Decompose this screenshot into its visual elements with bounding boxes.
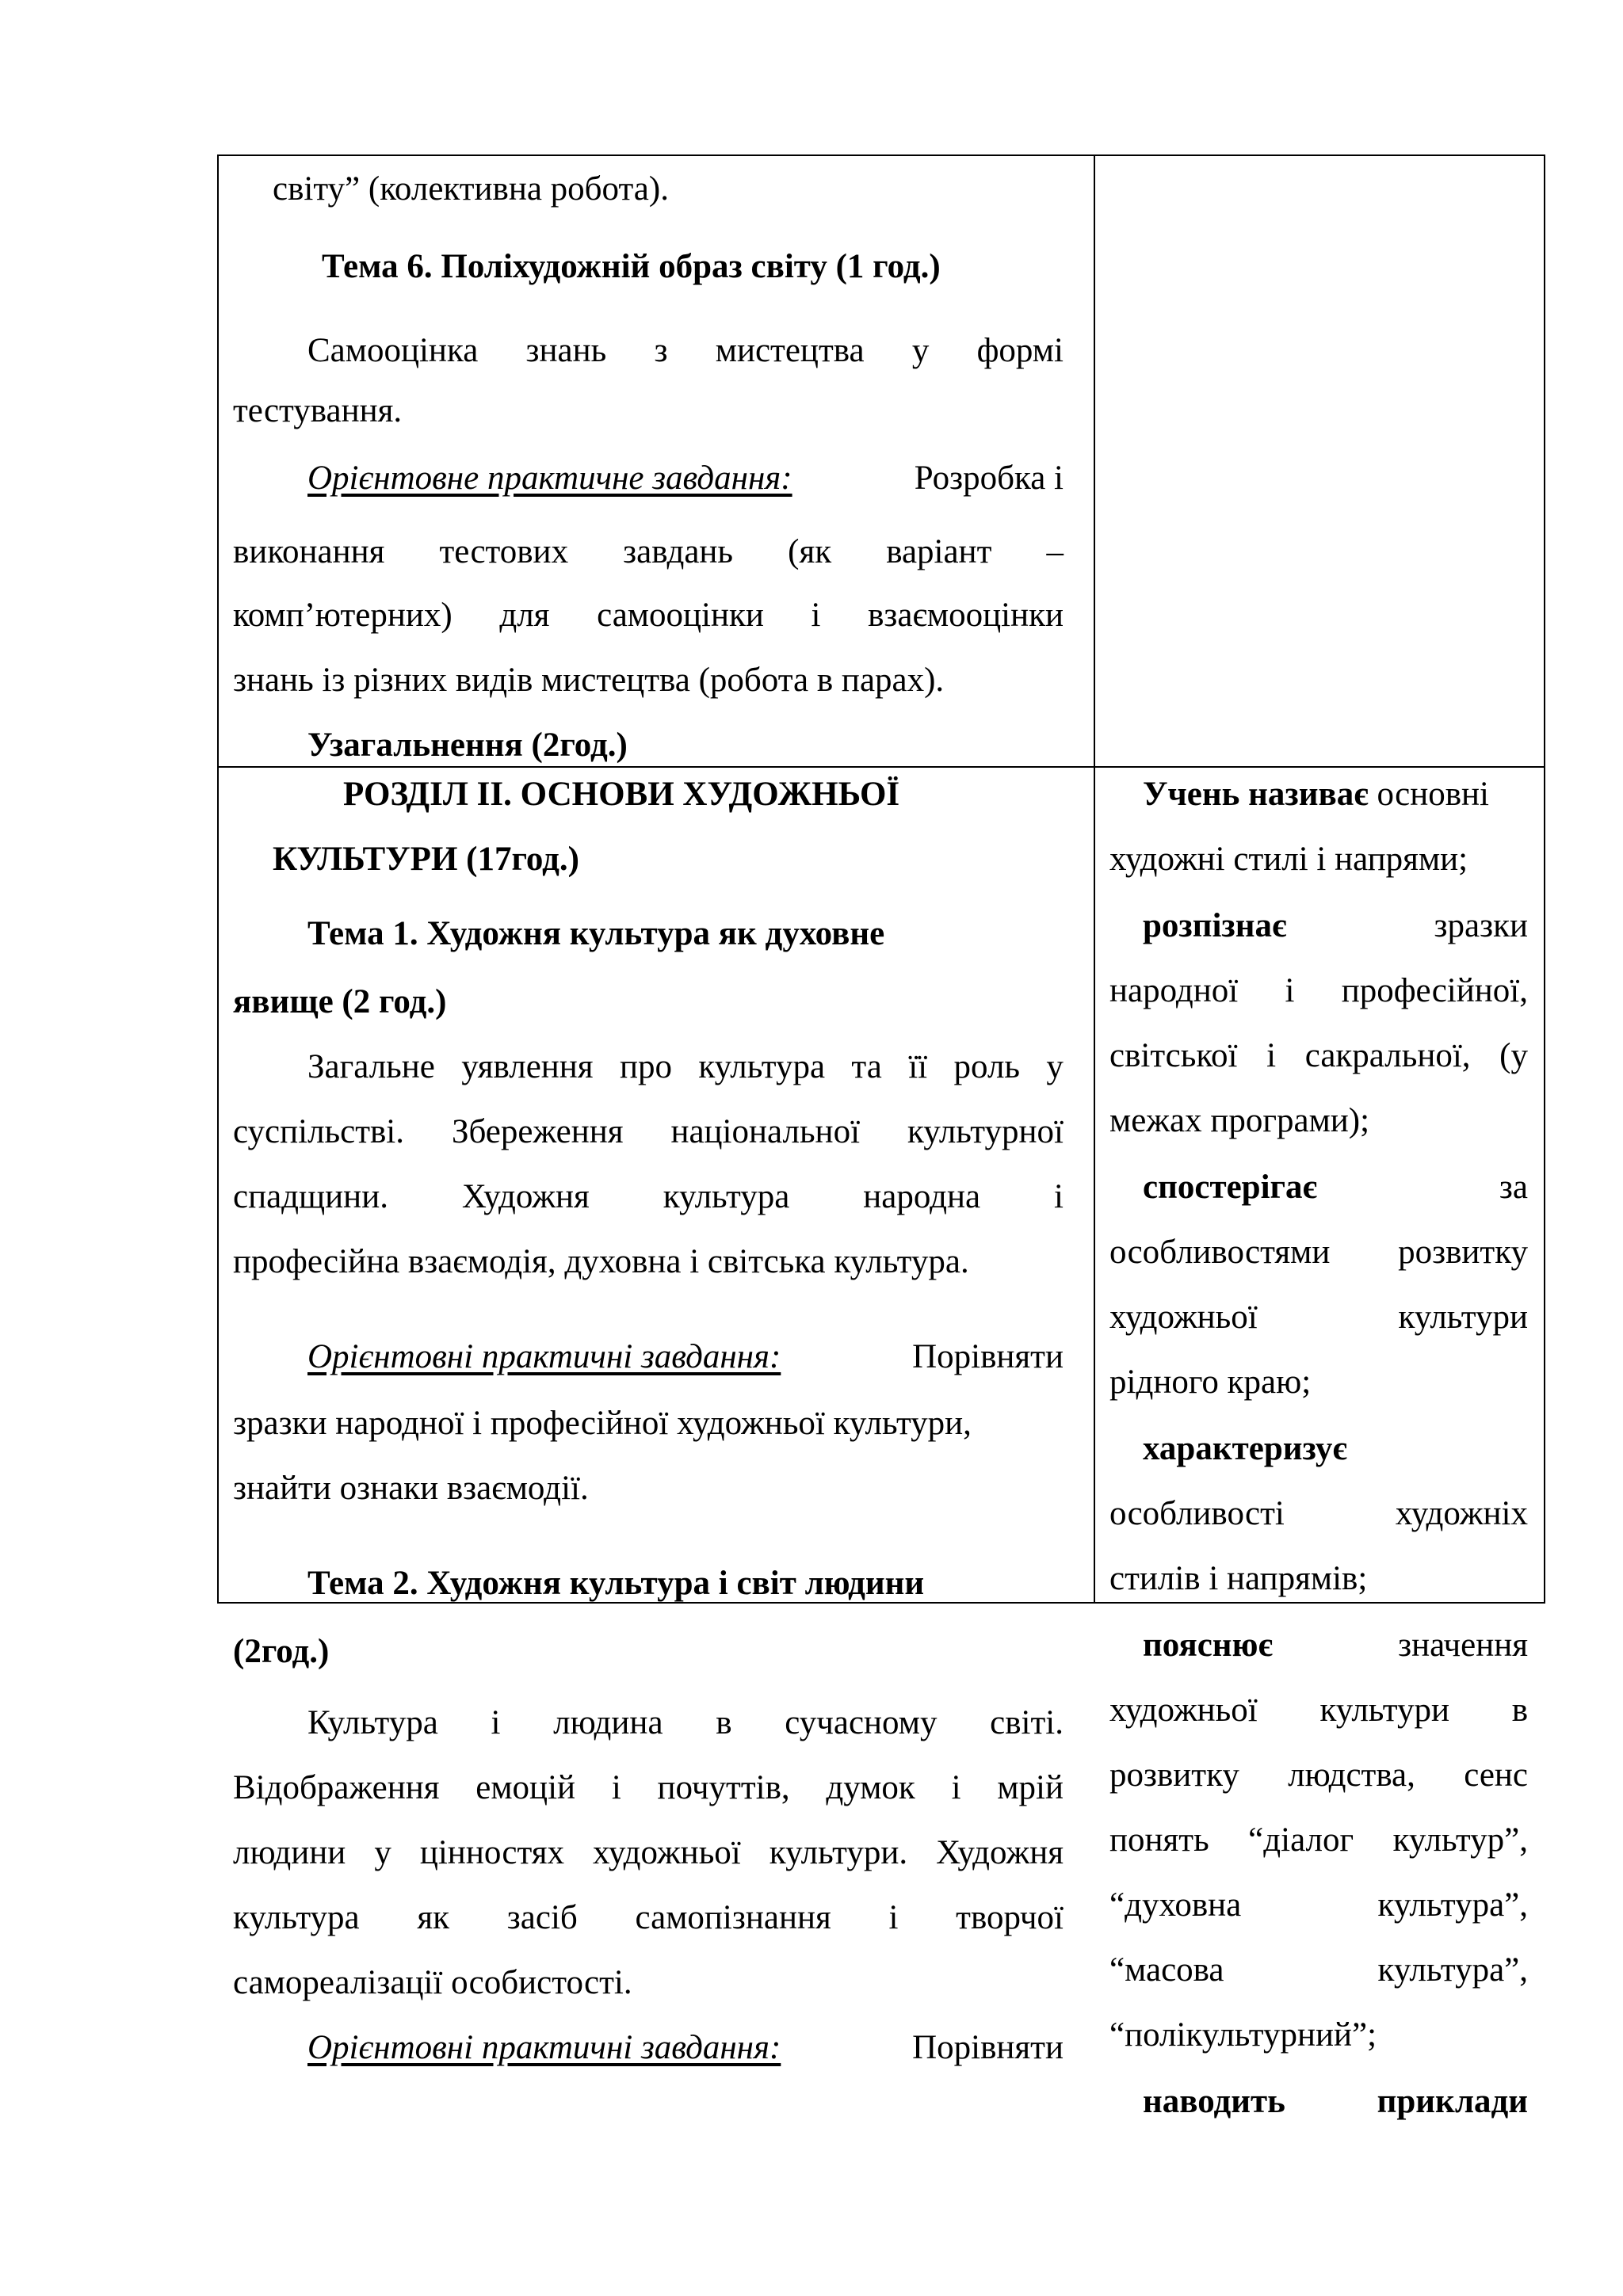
- word: культура”,: [1377, 1886, 1528, 1924]
- word: культура: [698, 1048, 826, 1085]
- word: Загальне: [307, 1048, 435, 1085]
- topic2-title-line1: Тема 2. Художня культура і світ людини: [307, 1565, 925, 1602]
- self-assessment-line1: [307, 334, 1064, 368]
- word: мистецтва: [715, 332, 865, 369]
- topic2-paragraph-line2: [233, 1771, 1064, 1805]
- topic1-task-line2: зразки народної і професійної художньої культури,: [233, 1405, 972, 1442]
- outcome-line4: [1109, 974, 1528, 1008]
- word: культура: [663, 1178, 790, 1215]
- topic2-paragraph-line5: самореалізації особистості.: [233, 1964, 632, 2001]
- word: сакральної,: [1304, 1037, 1471, 1074]
- word: значення: [1398, 1627, 1528, 1664]
- topic1-paragraph-line2: [233, 1115, 1064, 1149]
- topic1-title-line2: явище (2 год.): [233, 983, 447, 1020]
- topic2-title-line2: (2год.): [233, 1633, 330, 1670]
- word: культурної: [907, 1113, 1064, 1150]
- word: знань: [525, 332, 607, 369]
- section-title-line1: РОЗДІЛ ІІ. ОСНОВИ ХУДОЖНЬОЇ: [343, 776, 900, 813]
- word: професійної,: [1341, 972, 1528, 1009]
- summary-title: Узагальнення (2год.): [307, 727, 628, 764]
- word: “духовна: [1109, 1886, 1242, 1924]
- word: особливості: [1109, 1495, 1285, 1532]
- task-line1: [307, 461, 1064, 495]
- word: художньої: [593, 1834, 741, 1871]
- outcome-verb: спостерігає: [1143, 1169, 1318, 1206]
- word: і: [1266, 1037, 1277, 1074]
- task-line2: [233, 535, 1064, 569]
- outcome-line18: [1109, 1888, 1528, 1922]
- word: Художня: [461, 1178, 590, 1215]
- word: культури: [1319, 1691, 1449, 1729]
- word: варіант: [886, 533, 992, 570]
- outcome-line7: [1143, 1170, 1528, 1204]
- word: емоцій: [475, 1769, 576, 1806]
- outcome-verb: Учень називає: [1143, 776, 1369, 813]
- table-row-divider: [219, 766, 1544, 768]
- outcome-line12: [1109, 1497, 1528, 1531]
- word: і: [888, 1899, 899, 1936]
- word: –: [1046, 533, 1064, 570]
- outcome-verb: пояснює: [1143, 1627, 1274, 1664]
- outcome-line3: [1143, 909, 1528, 943]
- table-column-divider: [1094, 156, 1095, 1602]
- word: культури: [1398, 1299, 1528, 1336]
- word: спадщини.: [233, 1178, 388, 1215]
- task-label: Орієнтовне практичне завдання:: [307, 460, 792, 497]
- word: розвитку: [1398, 1234, 1528, 1271]
- word: мрій: [997, 1769, 1064, 1806]
- word: художньої: [1109, 1299, 1258, 1336]
- word: думок: [826, 1769, 915, 1806]
- word: культура”,: [1377, 1951, 1528, 1989]
- topic2-task-line1: [307, 2031, 1064, 2065]
- task-line4: знань із різних видів мистецтва (робота в парах).: [233, 662, 945, 699]
- self-assessment-line2: тестування.: [233, 392, 403, 429]
- word: національної: [670, 1113, 861, 1150]
- word: в: [716, 1704, 732, 1741]
- word: суспільстві.: [233, 1113, 405, 1150]
- word: в: [1511, 1691, 1528, 1729]
- word: розвитку: [1109, 1756, 1239, 1794]
- outcome-verb: наводить: [1143, 2083, 1285, 2120]
- curriculum-table: [217, 154, 1545, 2120]
- outcome-line15: [1109, 1693, 1528, 1727]
- outcome-line16: [1109, 1758, 1528, 1792]
- word: Культура: [307, 1704, 438, 1741]
- outcome-line8: [1109, 1235, 1528, 1269]
- word: народної: [1109, 972, 1239, 1009]
- outcome-line10: рідного краю;: [1109, 1363, 1312, 1401]
- word: і: [491, 1704, 501, 1741]
- section-title-line2: КУЛЬТУРИ (17год.): [273, 841, 579, 878]
- word: культура: [233, 1899, 360, 1936]
- word: самооцінки: [597, 597, 764, 634]
- word: почуттів,: [657, 1769, 790, 1806]
- word: Порівняти: [912, 1338, 1064, 1375]
- word: зразки: [1434, 907, 1528, 944]
- word: формі: [976, 332, 1064, 369]
- outcome-line21: [1143, 2084, 1528, 2119]
- word: Самооцінка: [307, 332, 479, 369]
- outcome-line11: характеризує: [1143, 1430, 1347, 1467]
- topic2-paragraph-line1: [307, 1706, 1064, 1740]
- word: у: [911, 332, 930, 369]
- topic1-paragraph-line3: [233, 1180, 1064, 1214]
- word: сенс: [1464, 1756, 1528, 1794]
- outcome-line5: [1109, 1039, 1528, 1073]
- word: засіб: [506, 1899, 578, 1936]
- task-label: Орієнтовні практичні завдання:: [307, 2029, 781, 2066]
- word: взаємооцінки: [868, 597, 1064, 634]
- word: і: [1285, 972, 1295, 1009]
- word: для: [499, 597, 550, 634]
- outcome-line6: межах програми);: [1109, 1102, 1370, 1139]
- outcome-line20: “полікультурний”;: [1109, 2016, 1377, 2054]
- word: у: [374, 1834, 391, 1871]
- word: людини: [233, 1834, 346, 1871]
- word: світської: [1109, 1037, 1238, 1074]
- word: про: [619, 1048, 672, 1085]
- word: художньої: [1109, 1691, 1258, 1729]
- word: понять: [1109, 1821, 1209, 1859]
- word: художніх: [1395, 1495, 1528, 1532]
- task-label: Орієнтовні практичні завдання:: [307, 1338, 781, 1375]
- word: її: [908, 1048, 928, 1085]
- word: і: [811, 597, 821, 634]
- word: тестових: [439, 533, 569, 570]
- topic2-paragraph-line3: [233, 1836, 1064, 1870]
- word: Художня: [936, 1834, 1064, 1871]
- task-line3: [233, 598, 1064, 632]
- word: (у: [1499, 1037, 1528, 1074]
- word: творчої: [956, 1899, 1064, 1936]
- word: народна: [863, 1178, 981, 1215]
- outcome-line13: стилів і напрямів;: [1109, 1560, 1368, 1597]
- word: Розробка і: [914, 460, 1064, 497]
- word: людина: [553, 1704, 663, 1741]
- topic1-title-line1: Тема 1. Художня культура як духовне: [307, 915, 885, 952]
- topic1-task-line1: [307, 1340, 1064, 1374]
- topic1-task-line3: знайти ознаки взаємодії.: [233, 1470, 589, 1507]
- word: культур”,: [1392, 1821, 1528, 1859]
- word: і: [951, 1769, 961, 1806]
- word: завдань: [623, 533, 734, 570]
- word: культури.: [769, 1834, 908, 1871]
- word: “масова: [1109, 1951, 1224, 1989]
- word: (як: [788, 533, 832, 570]
- outcome-line17: [1109, 1823, 1528, 1857]
- word: уявлення: [461, 1048, 594, 1085]
- word: основні: [1368, 776, 1489, 813]
- word: людства,: [1288, 1756, 1415, 1794]
- word: і: [1054, 1178, 1064, 1215]
- outcome-line2: художні стилі і напрями;: [1109, 841, 1468, 878]
- word: у: [1046, 1048, 1064, 1085]
- outcome-line1: [1143, 777, 1489, 811]
- outcome-line14: [1143, 1628, 1528, 1662]
- continuation-line: світу” (колективна робота).: [273, 170, 669, 208]
- topic2-paragraph-line4: [233, 1901, 1064, 1935]
- word: самопізнання: [635, 1899, 831, 1936]
- word: з: [654, 332, 668, 369]
- outcome-line19: [1109, 1953, 1528, 1987]
- word: особливостями: [1109, 1234, 1331, 1271]
- word: за: [1499, 1169, 1528, 1206]
- outcome-line9: [1109, 1300, 1528, 1334]
- word: цінностях: [419, 1834, 564, 1871]
- topic6-title: Тема 6. Поліхудожній образ світу (1 год.): [322, 248, 941, 285]
- word: і: [611, 1769, 621, 1806]
- word: приклади: [1377, 2083, 1528, 2120]
- topic1-paragraph-line4: професійна взаємодія, духовна і світська культура.: [233, 1243, 969, 1280]
- word: комп’ютерних): [233, 597, 453, 634]
- topic1-paragraph-line1: [307, 1050, 1064, 1084]
- word: сучасному: [785, 1704, 938, 1741]
- word: виконання: [233, 533, 385, 570]
- word: роль: [953, 1048, 1021, 1085]
- word: Порівняти: [912, 2029, 1064, 2066]
- outcome-verb: розпізнає: [1143, 907, 1287, 944]
- word: як: [417, 1899, 450, 1936]
- word: та: [851, 1048, 882, 1085]
- word: “діалог: [1248, 1821, 1354, 1859]
- word: світі.: [990, 1704, 1064, 1741]
- word: Відображення: [233, 1769, 440, 1806]
- word: Збереження: [451, 1113, 624, 1150]
